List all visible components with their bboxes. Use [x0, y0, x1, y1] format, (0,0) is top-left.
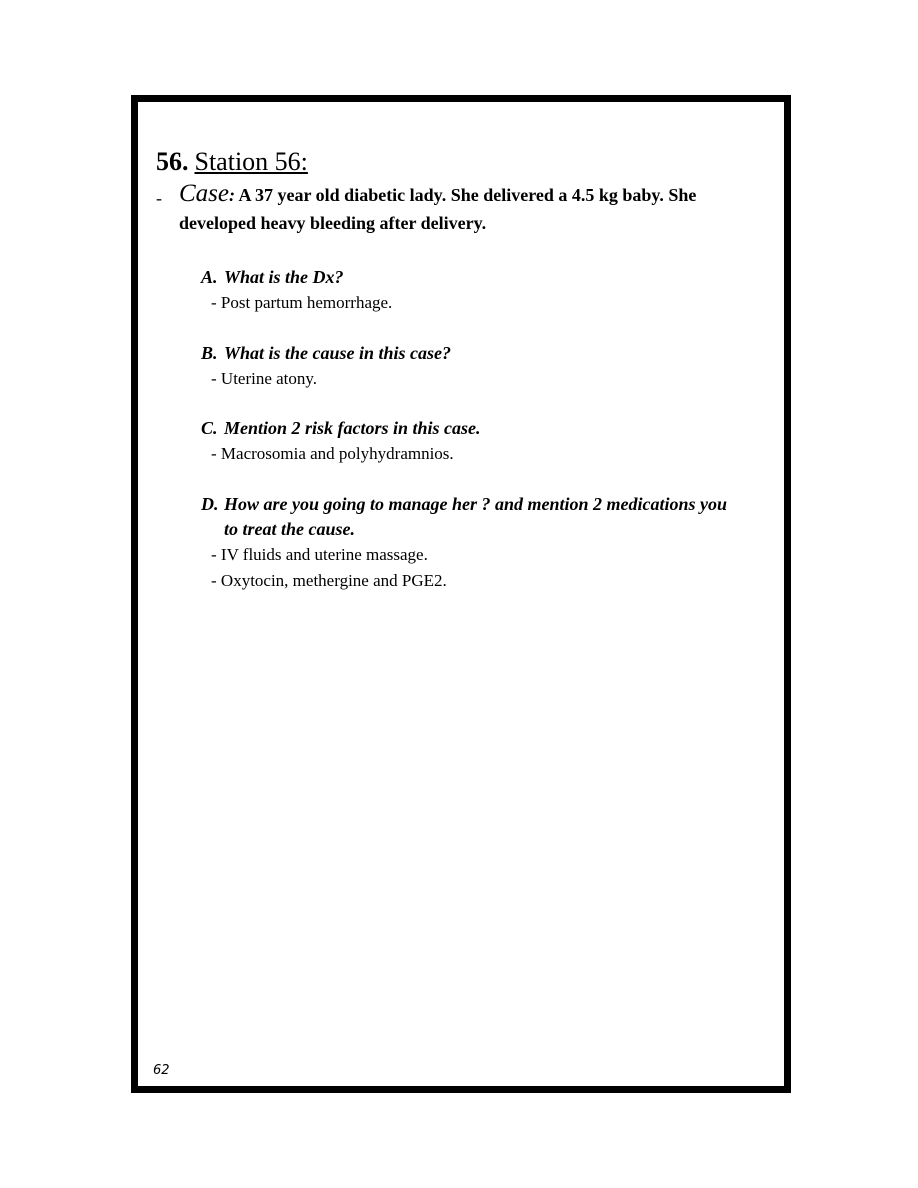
answer-d-2: - Oxytocin, methergine and PGE2.: [211, 571, 447, 590]
answer-b-1: - Uterine atony.: [211, 369, 318, 388]
answer-c-1: - Macrosomia and polyhydramnios.: [211, 444, 454, 463]
question-letter: C.: [201, 418, 218, 438]
case-text-line1: A 37 year old diabetic lady. She delivered a 4.5 kg baby. She: [235, 185, 697, 205]
question-c: [201, 416, 771, 441]
question-d: [201, 492, 771, 542]
case-text-line2: developed heavy bleeding after delivery.: [179, 213, 487, 233]
question-text: What is the Dx?: [224, 267, 344, 287]
case-label: Case: [179, 180, 229, 207]
page-number: 62: [153, 1063, 170, 1078]
case-colon: :: [229, 185, 235, 205]
station-title: Station 56:: [194, 147, 308, 176]
question-text-line1: How are you going to manage her ? and mention 2 medications you: [224, 494, 728, 514]
question-b: [201, 341, 771, 366]
question-text: What is the cause in this case?: [224, 343, 452, 363]
question-a: [201, 265, 771, 290]
station-number: 56.: [156, 147, 189, 176]
question-letter: D.: [201, 494, 219, 514]
question-letter: A.: [201, 267, 218, 287]
station-heading: [156, 149, 308, 175]
page-border: [131, 95, 791, 1093]
question-letter: B.: [201, 343, 218, 363]
case-bullet: -: [156, 188, 162, 208]
answer-d-1: - IV fluids and uterine massage.: [211, 545, 428, 564]
answer-a-1: - Post partum hemorrhage.: [211, 293, 393, 312]
case-description: [179, 180, 759, 237]
question-text-line2: to treat the cause.: [224, 519, 355, 539]
question-text: Mention 2 risk factors in this case.: [224, 418, 481, 438]
